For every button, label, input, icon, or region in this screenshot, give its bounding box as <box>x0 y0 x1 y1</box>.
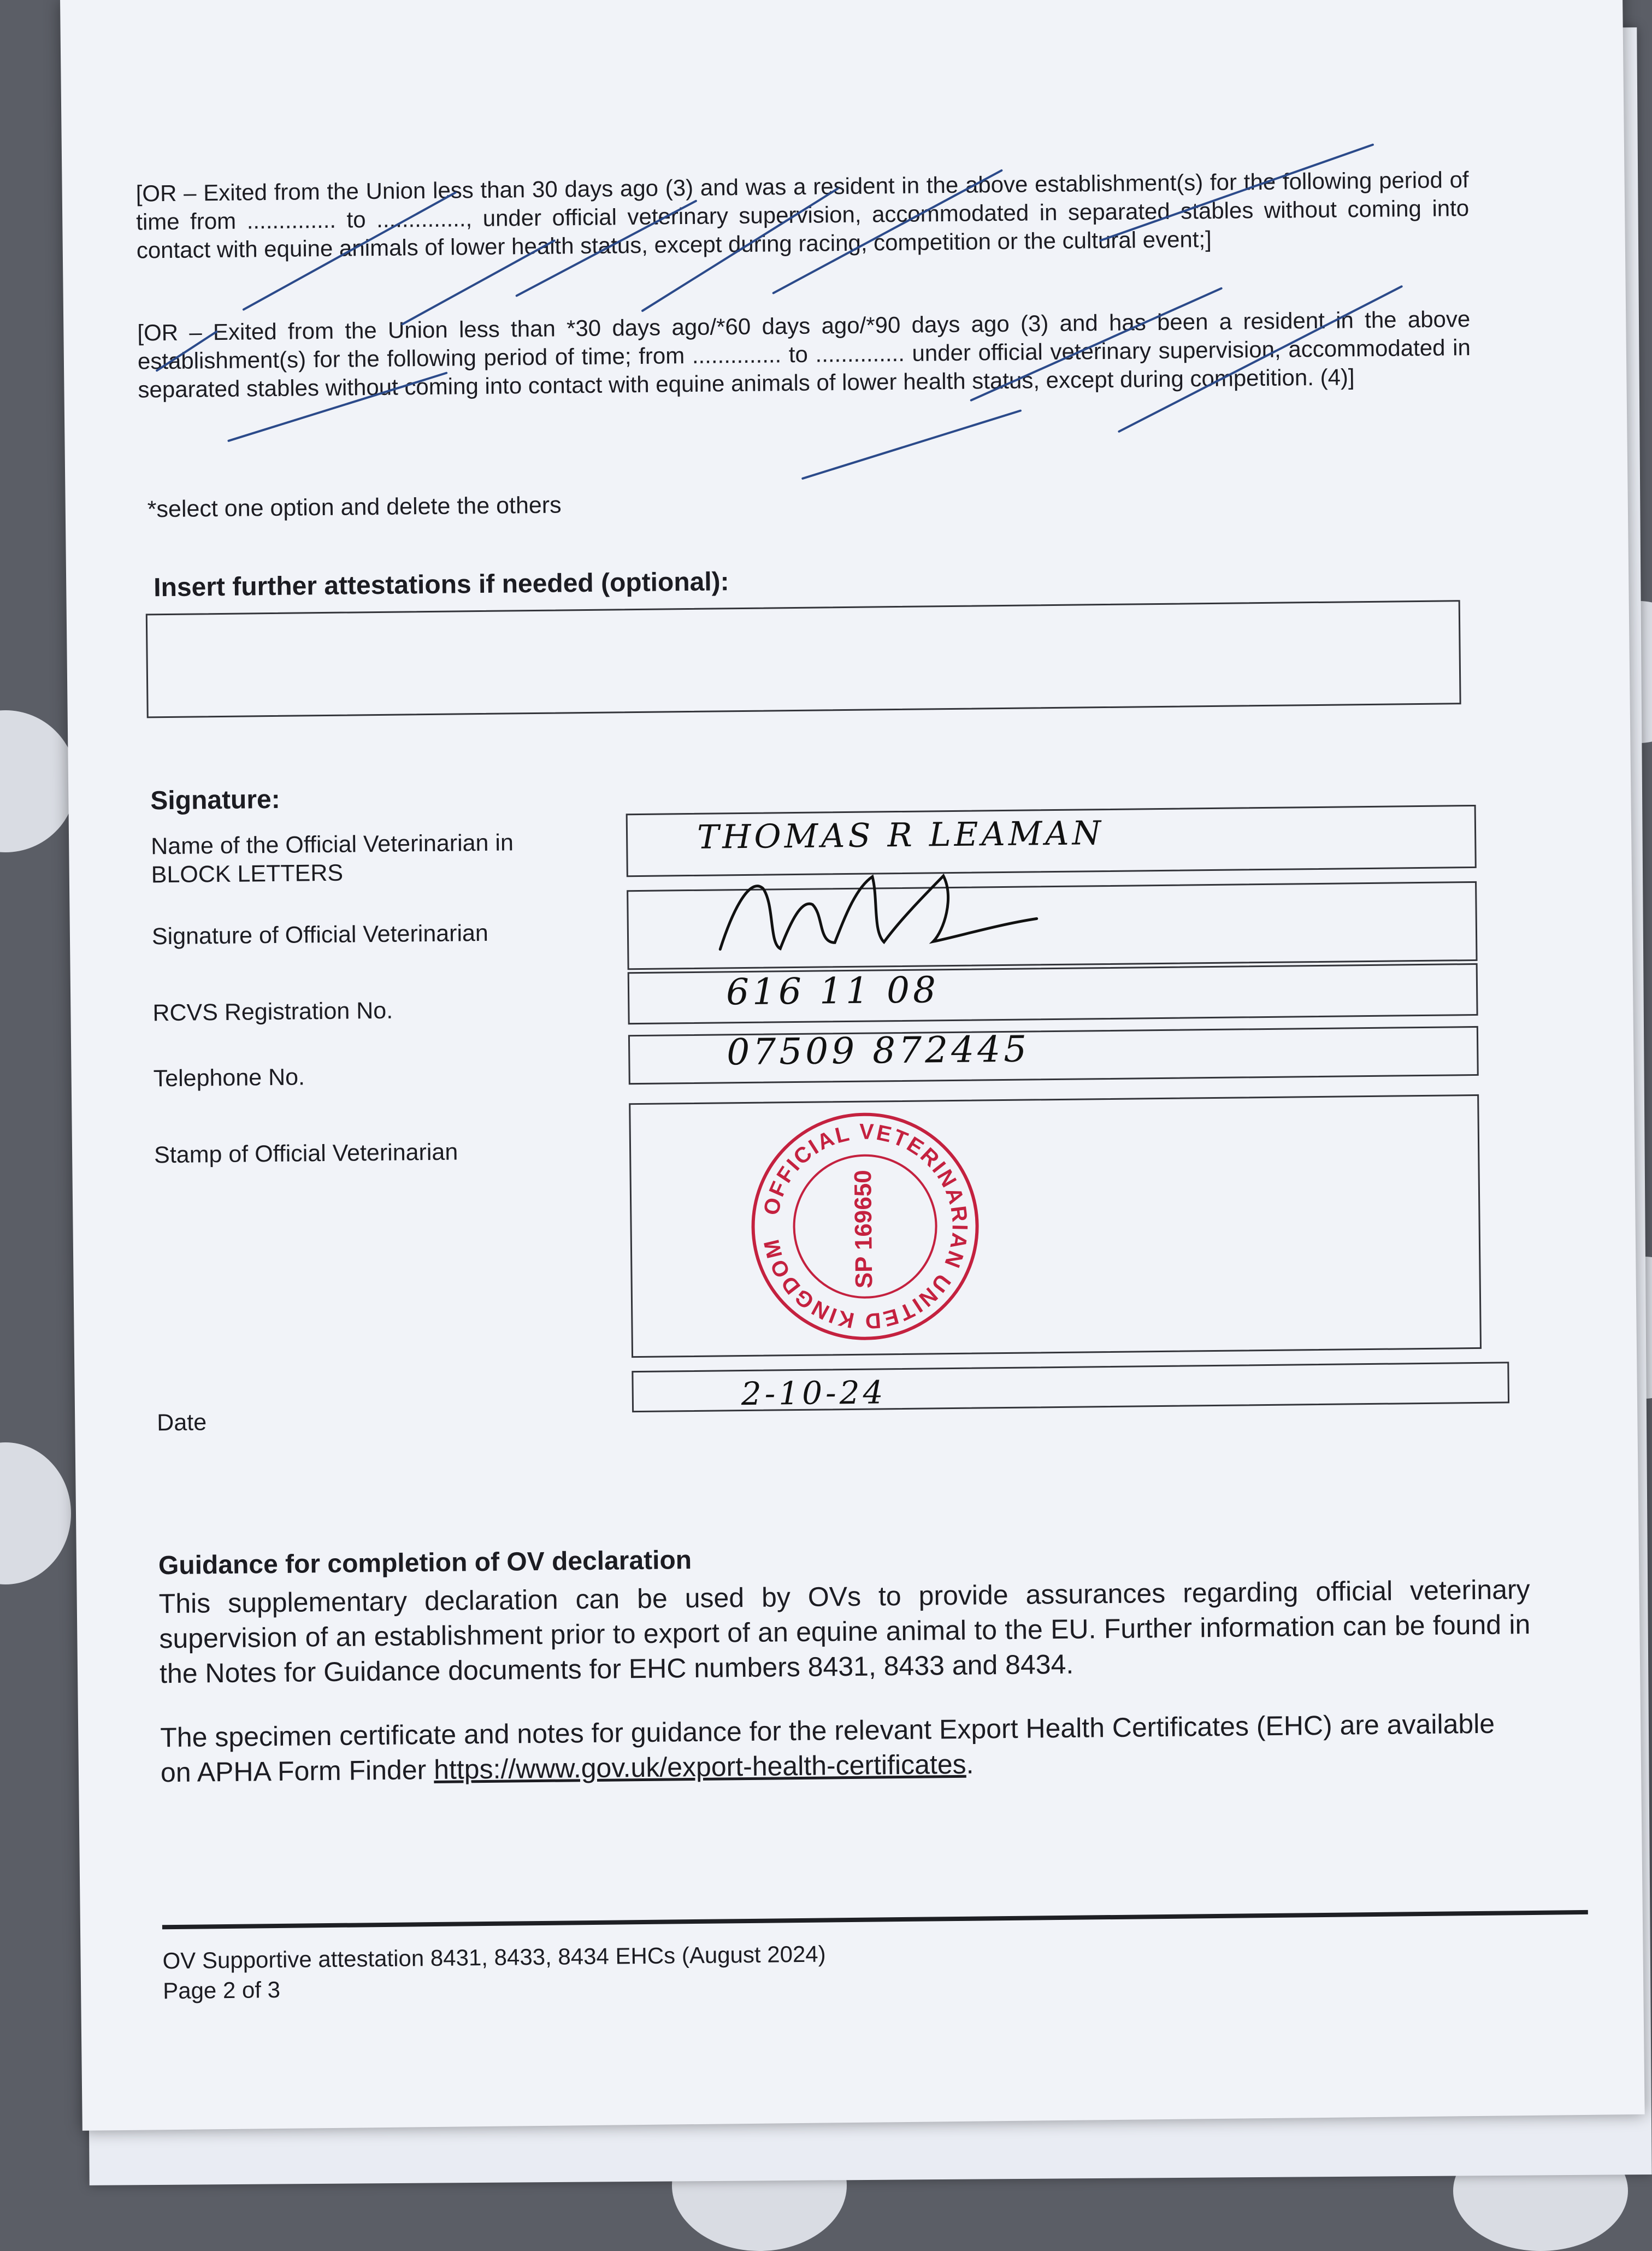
guidance-paragraph-2-end: . <box>966 1748 974 1779</box>
tablecloth-dot <box>0 710 76 852</box>
paragraph-option-1-text: [OR – Exited from the Union less than 30 days ago (3) and was a resident in the above establishment(s) for the following period of time from .............. to .............., under official veterinary supervision, accommodated in separated stables without coming into contact with equine animals of lower health status, except during racing, competition or the cultural event;] <box>135 167 1470 263</box>
guidance-heading: Guidance for completion of OV declaration <box>158 1546 692 1581</box>
date-label: Date <box>157 1409 207 1436</box>
date-handwritten: 2-10-24 <box>741 1374 887 1413</box>
name-label-line-2: BLOCK LETTERS <box>151 859 344 888</box>
signature-heading: Signature: <box>150 785 280 816</box>
export-health-certificates-link[interactable]: https://www.gov.uk/export-health-certificates <box>433 1748 966 1786</box>
guidance-paragraph-2 <box>160 1706 1532 1790</box>
stamp-ring-text: OFFICIAL VETERINARIAN UNITED KINGDOM <box>759 1119 972 1334</box>
handwritten-signature <box>714 864 1043 965</box>
footer-page-number: Page 2 of 3 <box>162 1976 281 2004</box>
phone-label: Telephone No. <box>153 1064 305 1092</box>
pen-strike-marks <box>62 120 1629 628</box>
tablecloth-dot <box>0 1442 71 1584</box>
footer-rule <box>162 1910 1588 1929</box>
official-veterinarian-stamp <box>744 1105 987 1348</box>
name-handwritten: THOMAS R LEAMAN <box>697 814 1105 857</box>
stamp-center-text: SP 169650 <box>849 1169 878 1289</box>
rcvs-label: RCVS Registration No. <box>152 997 393 1027</box>
select-option-note: *select one option and delete the others <box>147 492 562 523</box>
guidance-paragraph-1: This supplementary declaration can be used by OVs to provide assurances regarding official veterinary supervision of an establishment prior to export of an equine animal to the EU. Further information can be found in the Notes for Guidance documents for EHC numbers 8431, 8433 and 8434. <box>158 1574 1531 1689</box>
further-attestations-box <box>146 600 1461 718</box>
paragraph-option-2-text: [OR – Exited from the Union less than *30 days ago/*60 days ago/*90 days ago (3) and has been a resident in the above establishment(s) for the following period of time; from .............. to .............. under official veterinary supervision, accommodated in separated stables without coming into contact with equine animals of lower health status, except during competition. (4)] <box>137 306 1471 403</box>
rcvs-handwritten: 616 11 08 <box>725 969 940 1013</box>
further-attestations-heading: Insert further attestations if needed (optional): <box>153 567 729 603</box>
stamp-label: Stamp of Official Veterinarian <box>154 1139 458 1169</box>
name-label <box>151 828 514 889</box>
document-page <box>60 0 1645 2131</box>
name-label-line-1: Name of the Official Veterinarian in <box>150 829 514 860</box>
signature-label: Signature of Official Veterinarian <box>151 920 489 950</box>
footer-title: OV Supportive attestation 8431, 8433, 8434 EHCs (August 2024) <box>162 1941 826 1974</box>
phone-handwritten: 07509 872445 <box>726 1028 1030 1074</box>
guidance-paragraph-2-text: The specimen certificate and notes for guidance for the relevant Export Health Certificates (EHC) are available on APHA Form Finder <box>160 1708 1495 1788</box>
